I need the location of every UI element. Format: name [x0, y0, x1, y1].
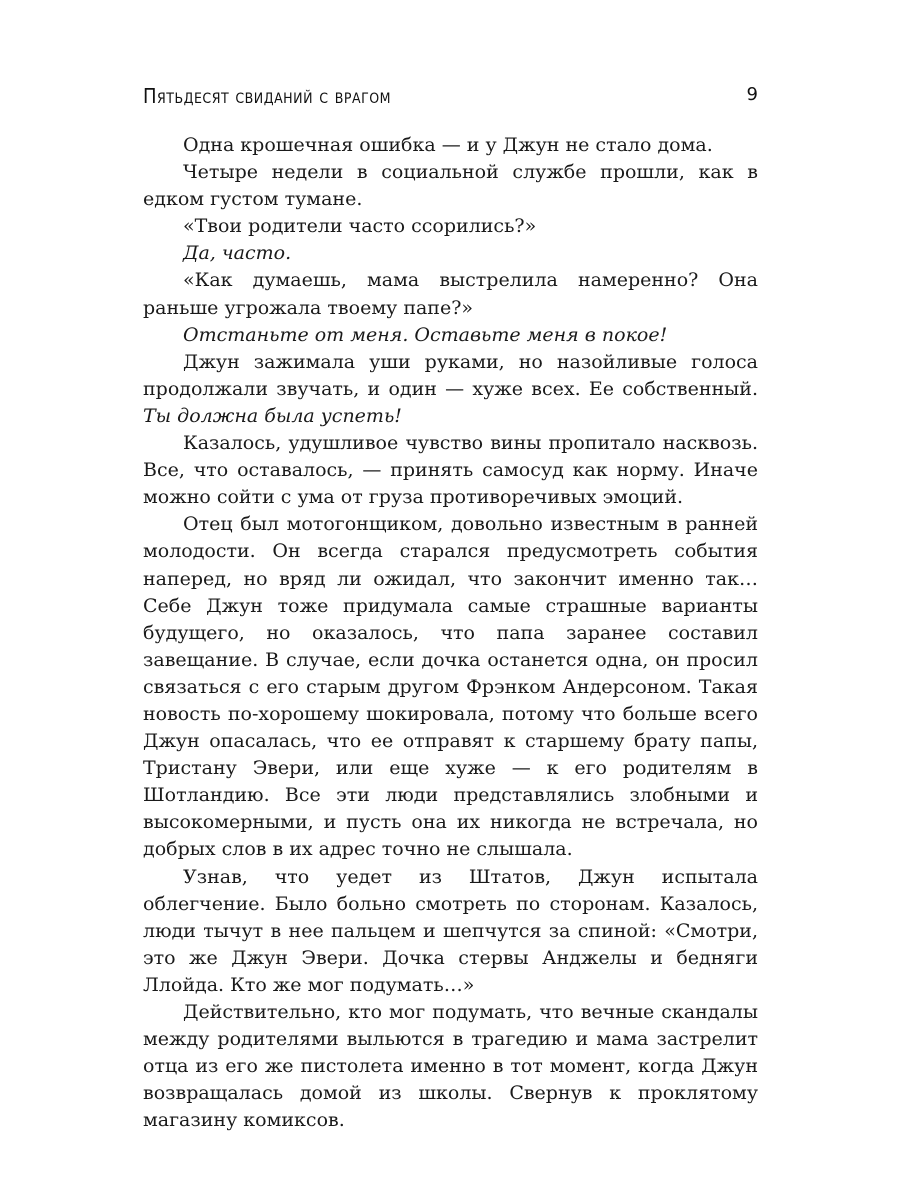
- running-title: Пятьдесят свиданий с врагом: [143, 84, 392, 108]
- paragraph-11: Действительно, кто мог подумать, что вечные скандалы между родителями выльются в трагедию и мама застрелит отца из его же пистолета именно в тот момент, когда Джун возвращалась домой из школы. Свернув к проклятому магазину комиксов.: [143, 1001, 758, 1132]
- paragraph-8: Казалось, удушливое чувство вины пропитало насквозь. Все, что оставалось, — принять самосуд как норму. Иначе можно сойти с ума от груза противоречивых эмоций.: [143, 432, 758, 509]
- paragraph-4-italic: Да, часто.: [183, 242, 292, 265]
- paragraph-2: Четыре недели в социальной службе прошли, как в едком густом тумане.: [143, 161, 758, 211]
- page-header: [143, 84, 758, 114]
- paragraph-7-italic: Ты должна была успеть!: [143, 404, 402, 427]
- paragraph-6-italic: Отстаньте от меня. Оставьте меня в покое!: [183, 323, 668, 346]
- page-number: 9: [746, 84, 758, 105]
- paragraph-3: «Твои родители часто ссорились?»: [183, 215, 537, 238]
- paragraph-9: Отец был мотогонщиком, довольно известным в ранней молодости. Он всегда старался предусмотреть события наперед, но вряд ли ожидал, что закончит именно так… Себе Джун тоже придумала самые страшные варианты будущего, но оказалось, что папа заранее составил завещание. В случае, если дочка останется одна, он просил связаться с его старым другом Фрэнком Андерсоном. Такая новость по-хорошему шокировала, потому что больше всего Джун опасалась, что ее отправят к старшему брату папы, Тристану Эвери, или еще хуже — к его родителям в Шотландию. Все эти люди представлялись злобными и высокомерными, и пусть она их никогда не встречала, но добрых слов в их адрес точно не слышала.: [143, 513, 758, 861]
- paragraph-5: «Как думаешь, мама выстрелила намеренно? Она раньше угрожала твоему папе?»: [143, 269, 758, 319]
- paragraph-7: [143, 349, 758, 430]
- body-text: [143, 132, 758, 1134]
- paragraph-1: Одна крошечная ошибка — и у Джун не стало дома.: [183, 134, 713, 156]
- paragraph-10: Узнав, что уедет из Штатов, Джун испытала облегчение. Было больно смотреть по сторонам. Казалось, люди тычут в нее пальцем и шепчутся за спиной: «Смотри, это же Джун Эвери. Дочка стервы Анджелы и бедняги Ллойда. Кто же мог подумать…»: [143, 865, 758, 996]
- paragraph-7-text: Джун зажимала уши руками, но назойливые голоса продолжали звучать, и один — хуже всех. Ее собственный.: [143, 350, 758, 400]
